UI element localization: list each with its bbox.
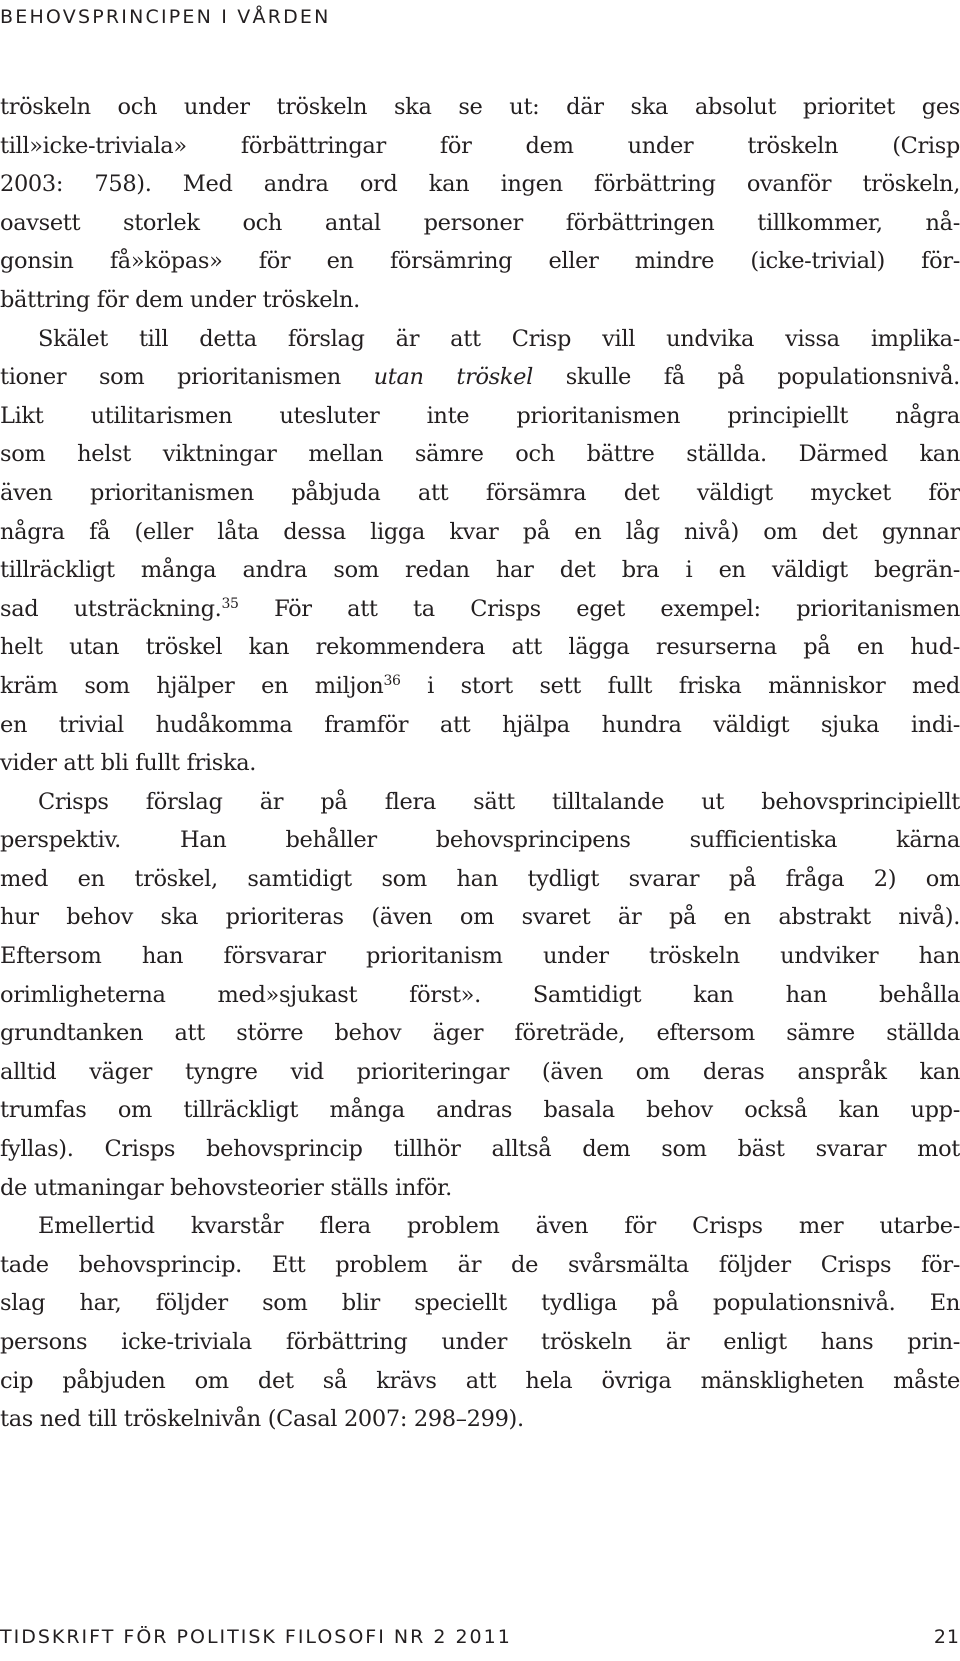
text-line: 2003: 758). Med andra ord kan ingen förbättring ovanför tröskeln,	[0, 171, 960, 198]
running-head: BEHOVSPRINCIPEN I VÅRDEN	[0, 6, 331, 28]
text-line: tas ned till tröskelnivån (Casal 2007: 298–299).	[0, 1406, 524, 1433]
text-line: grundtanken att större behov äger företräde, eftersom sämre ställda	[0, 1020, 960, 1047]
text-line	[0, 358, 960, 397]
text-line: även prioritanismen påbjuda att försämra det väldigt mycket för	[0, 479, 960, 506]
text-line	[0, 590, 960, 629]
text-line: slag har, följder som blir speciellt tydliga på populationsnivå. En	[0, 1290, 960, 1317]
text-line: cip påbjuden om det så krävs att hela övriga mänskligheten måste	[0, 1367, 960, 1394]
text-fragment: skulle få på populationsnivå.	[532, 364, 960, 391]
text-line: Eftersom han försvarar prioritanism under tröskeln undviker han	[0, 943, 960, 970]
text-line: Skälet till detta förslag är att Crisp vill undvika vissa implika-	[38, 325, 960, 352]
text-fragment: För att ta Crisps eget exempel: prioritanismen	[238, 595, 960, 622]
text-fragment: sad utsträckning.	[0, 595, 222, 622]
text-line: hur behov ska prioriteras (även om svaret är på en abstrakt nivå).	[0, 904, 960, 931]
page-number: 21	[933, 1626, 960, 1648]
text-line: vider att bli fullt friska.	[0, 750, 257, 777]
text-line: persons icke-triviala förbättring under tröskeln är enligt hans prin-	[0, 1329, 960, 1355]
text-line: fyllas). Crisps behovsprincip tillhör alltså dem som bäst svarar mot	[0, 1136, 960, 1163]
text-line: några få (eller låta dessa ligga kvar på en låg nivå) om det gynnar	[0, 518, 960, 545]
footnote-ref-36[interactable]: 36	[383, 672, 401, 689]
italic-emphasis: utan tröskel	[373, 364, 533, 391]
text-line: oavsett storlek och antal personer förbättringen tillkommer, nå-	[0, 209, 960, 236]
text-line: perspektiv. Han behåller behovsprincipens sufficientiska kärna	[0, 827, 960, 854]
text-fragment: i stort sett fullt friska människor med	[400, 672, 960, 699]
text-line: Emellertid kvarstår flera problem även för Crisps mer utarbe-	[38, 1213, 960, 1240]
footnote-ref-35[interactable]: 35	[221, 595, 239, 612]
text-fragment: tioner som prioritanismen	[0, 364, 374, 391]
text-line: en trivial hudåkomma framför att hjälpa hundra väldigt sjuka indi-	[0, 711, 960, 738]
text-line: Crisps förslag är på flera sätt tilltalande ut behovsprincipiellt	[38, 788, 960, 815]
footer-journal-title: TIDSKRIFT FÖR POLITISK FILOSOFI NR 2 2011	[0, 1626, 512, 1648]
text-line: till»icke-triviala» förbättringar för dem under tröskeln (Crisp	[0, 132, 960, 159]
text-line: helt utan tröskel kan rekommendera att lägga resurserna på en hud-	[0, 634, 960, 661]
text-line: med en tröskel, samtidigt som han tydligt svarar på fråga 2) om	[0, 865, 960, 892]
text-line: orimligheterna med»sjukast först». Samtidigt kan han behålla	[0, 981, 960, 1008]
text-line: de utmaningar behovsteorier ställs inför.	[0, 1174, 452, 1201]
text-line: som helst viktningar mellan sämre och bättre ställda. Därmed kan	[0, 441, 960, 468]
text-line	[0, 667, 960, 706]
text-line: tade behovsprincip. Ett problem är de svårsmälta följder Crisps för-	[0, 1251, 960, 1278]
text-fragment: kräm som hjälper en miljon	[0, 672, 384, 699]
text-line: gonsin få»köpas» för en försämring eller mindre (icke-trivial) för-	[0, 248, 960, 275]
text-line: trumfas om tillräckligt många andras basala behov också kan upp-	[0, 1097, 960, 1124]
text-line: bättring för dem under tröskeln.	[0, 286, 360, 313]
text-line: tröskeln och under tröskeln ska se ut: där ska absolut prioritet ges	[0, 94, 960, 120]
text-line: tillräckligt många andra som redan har det bra i en väldigt begrän-	[0, 557, 960, 584]
text-line: alltid väger tyngre vid prioriteringar (även om deras anspråk kan	[0, 1058, 960, 1085]
body-text	[0, 88, 960, 1439]
text-line: Likt utilitarismen utesluter inte prioritanismen principiellt några	[0, 402, 960, 429]
